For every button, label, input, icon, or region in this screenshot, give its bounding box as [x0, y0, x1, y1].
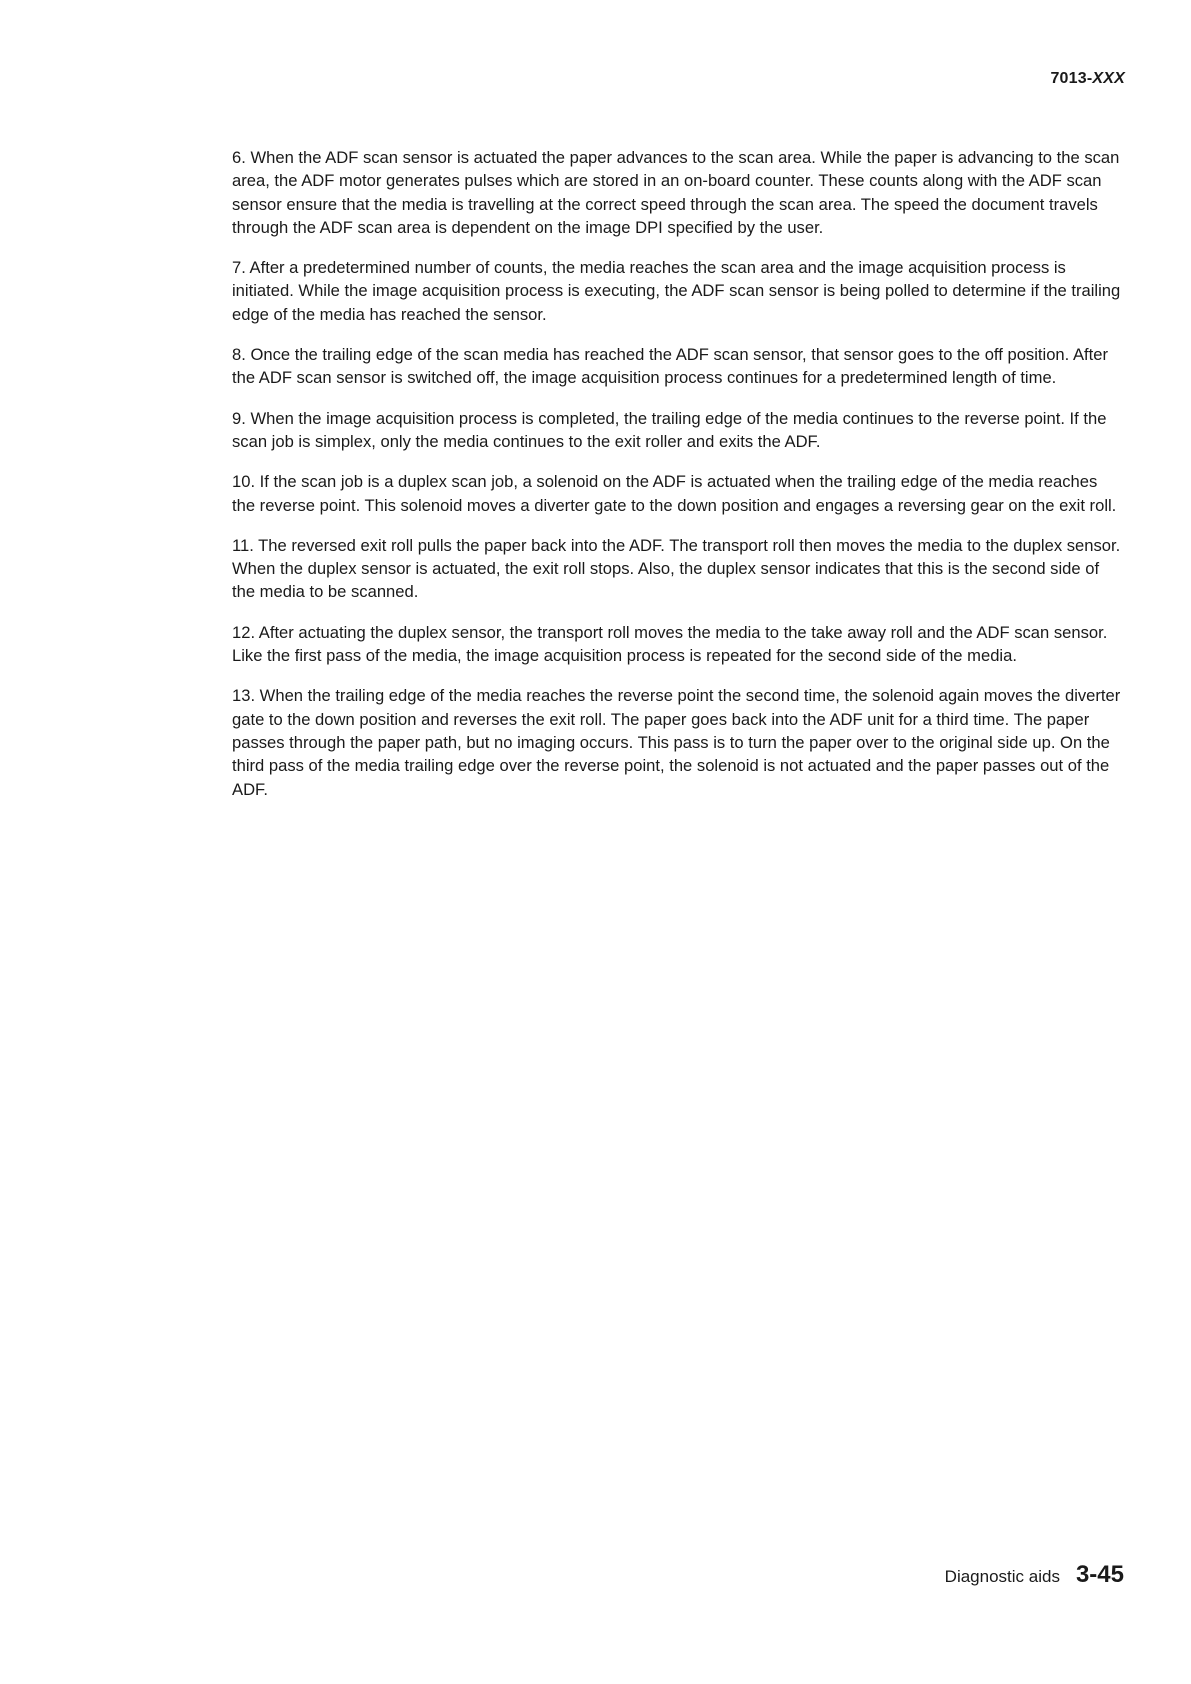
paragraph-step-6: 6. When the ADF scan sensor is actuated the paper advances to the scan area. While the paper is advancing to the scan area, the ADF motor generates pulses which are stored in an on-board counter. These counts along with the ADF scan sensor ensure that the media is travelling at the correct speed through the scan area. The speed the document travels through the ADF scan area is dependent on the image DPI specified by the user. — [232, 148, 1120, 237]
page-number: 3-45 — [1075, 1561, 1124, 1588]
section-title: Diagnostic aids — [944, 1567, 1060, 1586]
paragraph-step-7: 7. After a predetermined number of counts, the media reaches the scan area and the image acquisition process is initiated. While the image acquisition process is executing, the ADF scan sensor is being polled to determine if the trailing edge of the media has reached the sensor. — [232, 258, 1121, 324]
paragraph-step-10: 10. If the scan job is a duplex scan job, a solenoid on the ADF is actuated when the trailing edge of the media reaches the reverse point. This solenoid moves a diverter gate to the down position and engages a reversing gear on the exit roll. — [232, 472, 1117, 515]
paragraph-step-11: 11. The reversed exit roll pulls the paper back into the ADF. The transport roll then moves the media to the duplex sensor. When the duplex sensor is actuated, the exit roll stops. Also, the duplex sensor indicates that this is the second side of the media to be scanned. — [232, 535, 1121, 602]
paragraph-step-9: 9. When the image acquisition process is completed, the trailing edge of the media continues to the reverse point. If the scan job is simplex, only the media continues to the exit roller and exits the ADF. — [232, 408, 1107, 451]
page-footer — [945, 1561, 1124, 1589]
document-body — [232, 146, 1122, 818]
model-number-suffix: XXX — [1092, 70, 1125, 87]
paragraph-step-13: 13. When the trailing edge of the media reaches the reverse point the second time, the solenoid again moves the diverter gate to the down position and reverses the exit roll. The paper goes back into the ADF unit for a third time. The paper passes through the paper path, but no imaging occurs. This pass is to turn the paper over to the original side up. On the third pass of the media trailing edge over the reverse point, the solenoid is not actuated and the paper passes out of the ADF. — [232, 686, 1121, 799]
model-number-prefix: 7013- — [1050, 70, 1093, 87]
page-header — [1050, 70, 1125, 88]
paragraph-step-12: 12. After actuating the duplex sensor, the transport roll moves the media to the take away roll and the ADF scan sensor. Like the first pass of the media, the image acquisition process is repeated for the second side of the media. — [232, 622, 1108, 666]
paragraph-step-8: 8. Once the trailing edge of the scan media has reached the ADF scan sensor, that sensor goes to the off position. After the ADF scan sensor is switched off, the image acquisition process continues for a predetermined length of time. — [232, 345, 1109, 388]
